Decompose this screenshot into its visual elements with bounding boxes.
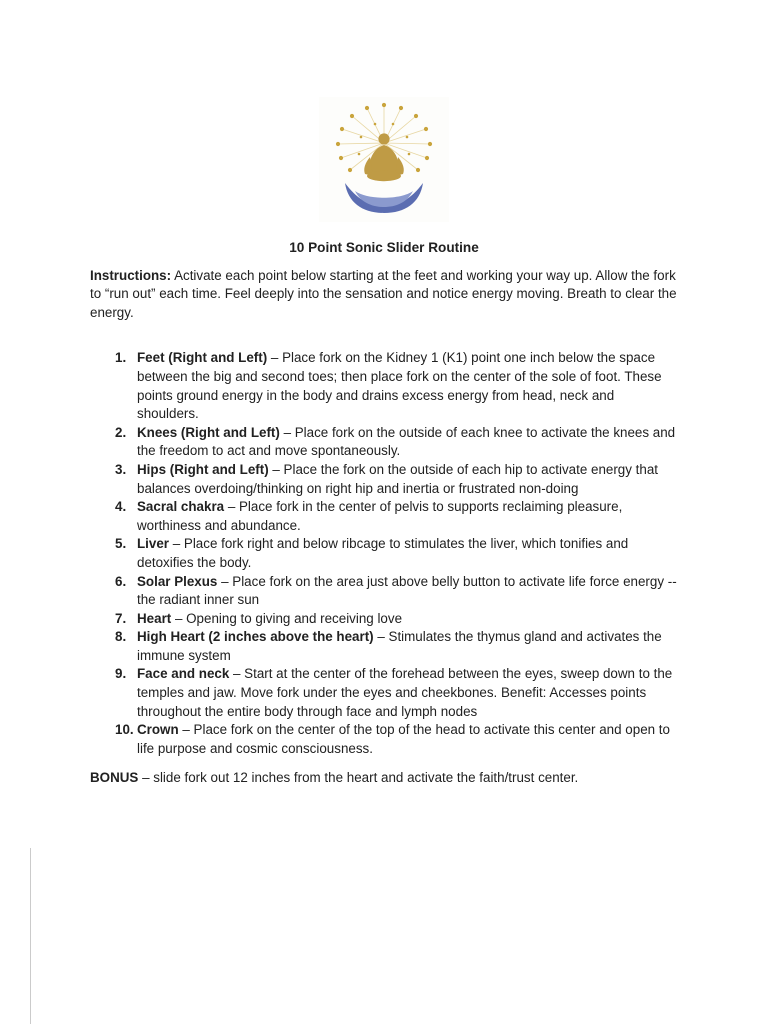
list-item-feet [90,349,678,423]
list-item-lead: Hips (Right and Left) [137,461,269,477]
list-item-text [137,665,678,721]
list-item-liver [90,535,678,572]
bonus-paragraph [90,769,678,788]
list-item-face-and-neck [90,665,678,721]
list-number: 5. [115,536,127,552]
list-item-hips [90,461,678,498]
list-number: 7. [115,610,127,626]
list-item-high-heart [90,628,678,665]
meditation-dandelion-logo-graphic [319,97,449,222]
list-item-text [137,349,678,423]
list-item-lead: Feet (Right and Left) [137,350,268,366]
list-item-desc: – Stimulates the thymus gland and activates the immune system [137,629,662,663]
list-item-lead: Solar Plexus [137,573,218,589]
list-item-text [137,424,678,461]
list-item-lead: Crown [137,722,179,738]
list-item-lead: Liver [137,536,170,552]
list-item-desc: – Opening to giving and receiving love [171,610,403,626]
list-item-desc: – Place fork on the Kidney 1 (K1) point one inch below the space between the big and second toes; then place fork on the center of the sole of foot. These points ground energy in the body and drains excess energy from head, neck and shoulders. [137,350,662,422]
list-item-text [137,498,678,535]
list-item-text [137,610,678,629]
list-number: 4. [115,499,127,515]
list-item-sacral-chakra [90,498,678,535]
instructions-paragraph [90,267,678,323]
bonus-text: – slide fork out 12 inches from the heart and activate the faith/trust center. [138,770,579,786]
list-item-text [137,461,678,498]
list-number: 10. [115,722,134,738]
list-item-desc: – Place fork on the center of the top of the head to activate this center and open to life purpose and cosmic consciousness. [137,722,670,756]
logo [319,97,449,222]
page-edge-line [30,848,31,1024]
list-item-text [137,535,678,572]
page-title: 10 Point Sonic Slider Routine [289,240,479,255]
list-item-desc: – Place fork on the outside of each knee to activate the knees and the freedom to act and move spontaneously. [137,424,676,459]
list-item-crown [90,721,678,758]
list-item-knees [90,424,678,461]
list-item-desc: – Place fork right and below ribcage to stimulates the liver, which tonifies and detoxifies the body. [137,536,629,570]
list-item-lead: Face and neck [137,666,230,682]
bonus-label: BONUS [90,770,139,786]
list-number: 9. [115,666,127,682]
list-item-lead: Sacral chakra [137,499,225,515]
list-item-desc: – Start at the center of the forehead between the eyes, sweep down to the temples and jaw. Move fork under the eyes and cheekbones. Benefit: Accesses points throughout the entire body through face and lymph nodes [137,666,673,719]
list-number: 3. [115,461,127,477]
list-item-solar-plexus [90,573,678,610]
routine-list [90,349,678,758]
list-number: 8. [115,629,127,645]
list-item-lead: Heart [137,610,172,626]
list-item-desc: – Place the fork on the outside of each hip to activate energy that balances overdoing/thinking on right hip and inertia or frustrated non-doing [137,461,658,496]
list-number: 2. [115,424,127,440]
list-item-heart [90,610,678,629]
instructions-label: Instructions: [90,267,172,283]
list-item-lead: High Heart (2 inches above the heart) [137,629,374,645]
list-item-text [137,721,678,758]
list-number: 6. [115,573,127,589]
list-item-text [137,628,678,665]
list-item-text [137,573,678,610]
instructions-text: Activate each point below starting at the feet and working your way up. Allow the fork to “run out” each time. Feel deeply into the sensation and notice energy moving. Breath to clear the energy. [90,267,677,320]
list-item-desc: – Place fork in the center of pelvis to supports reclaiming pleasure, worthiness and abundance. [137,499,623,533]
list-item-desc: – Place fork on the area just above belly button to activate life force energy -- the radiant inner sun [137,573,677,608]
list-item-lead: Knees (Right and Left) [137,424,280,440]
list-number: 1. [115,350,127,366]
